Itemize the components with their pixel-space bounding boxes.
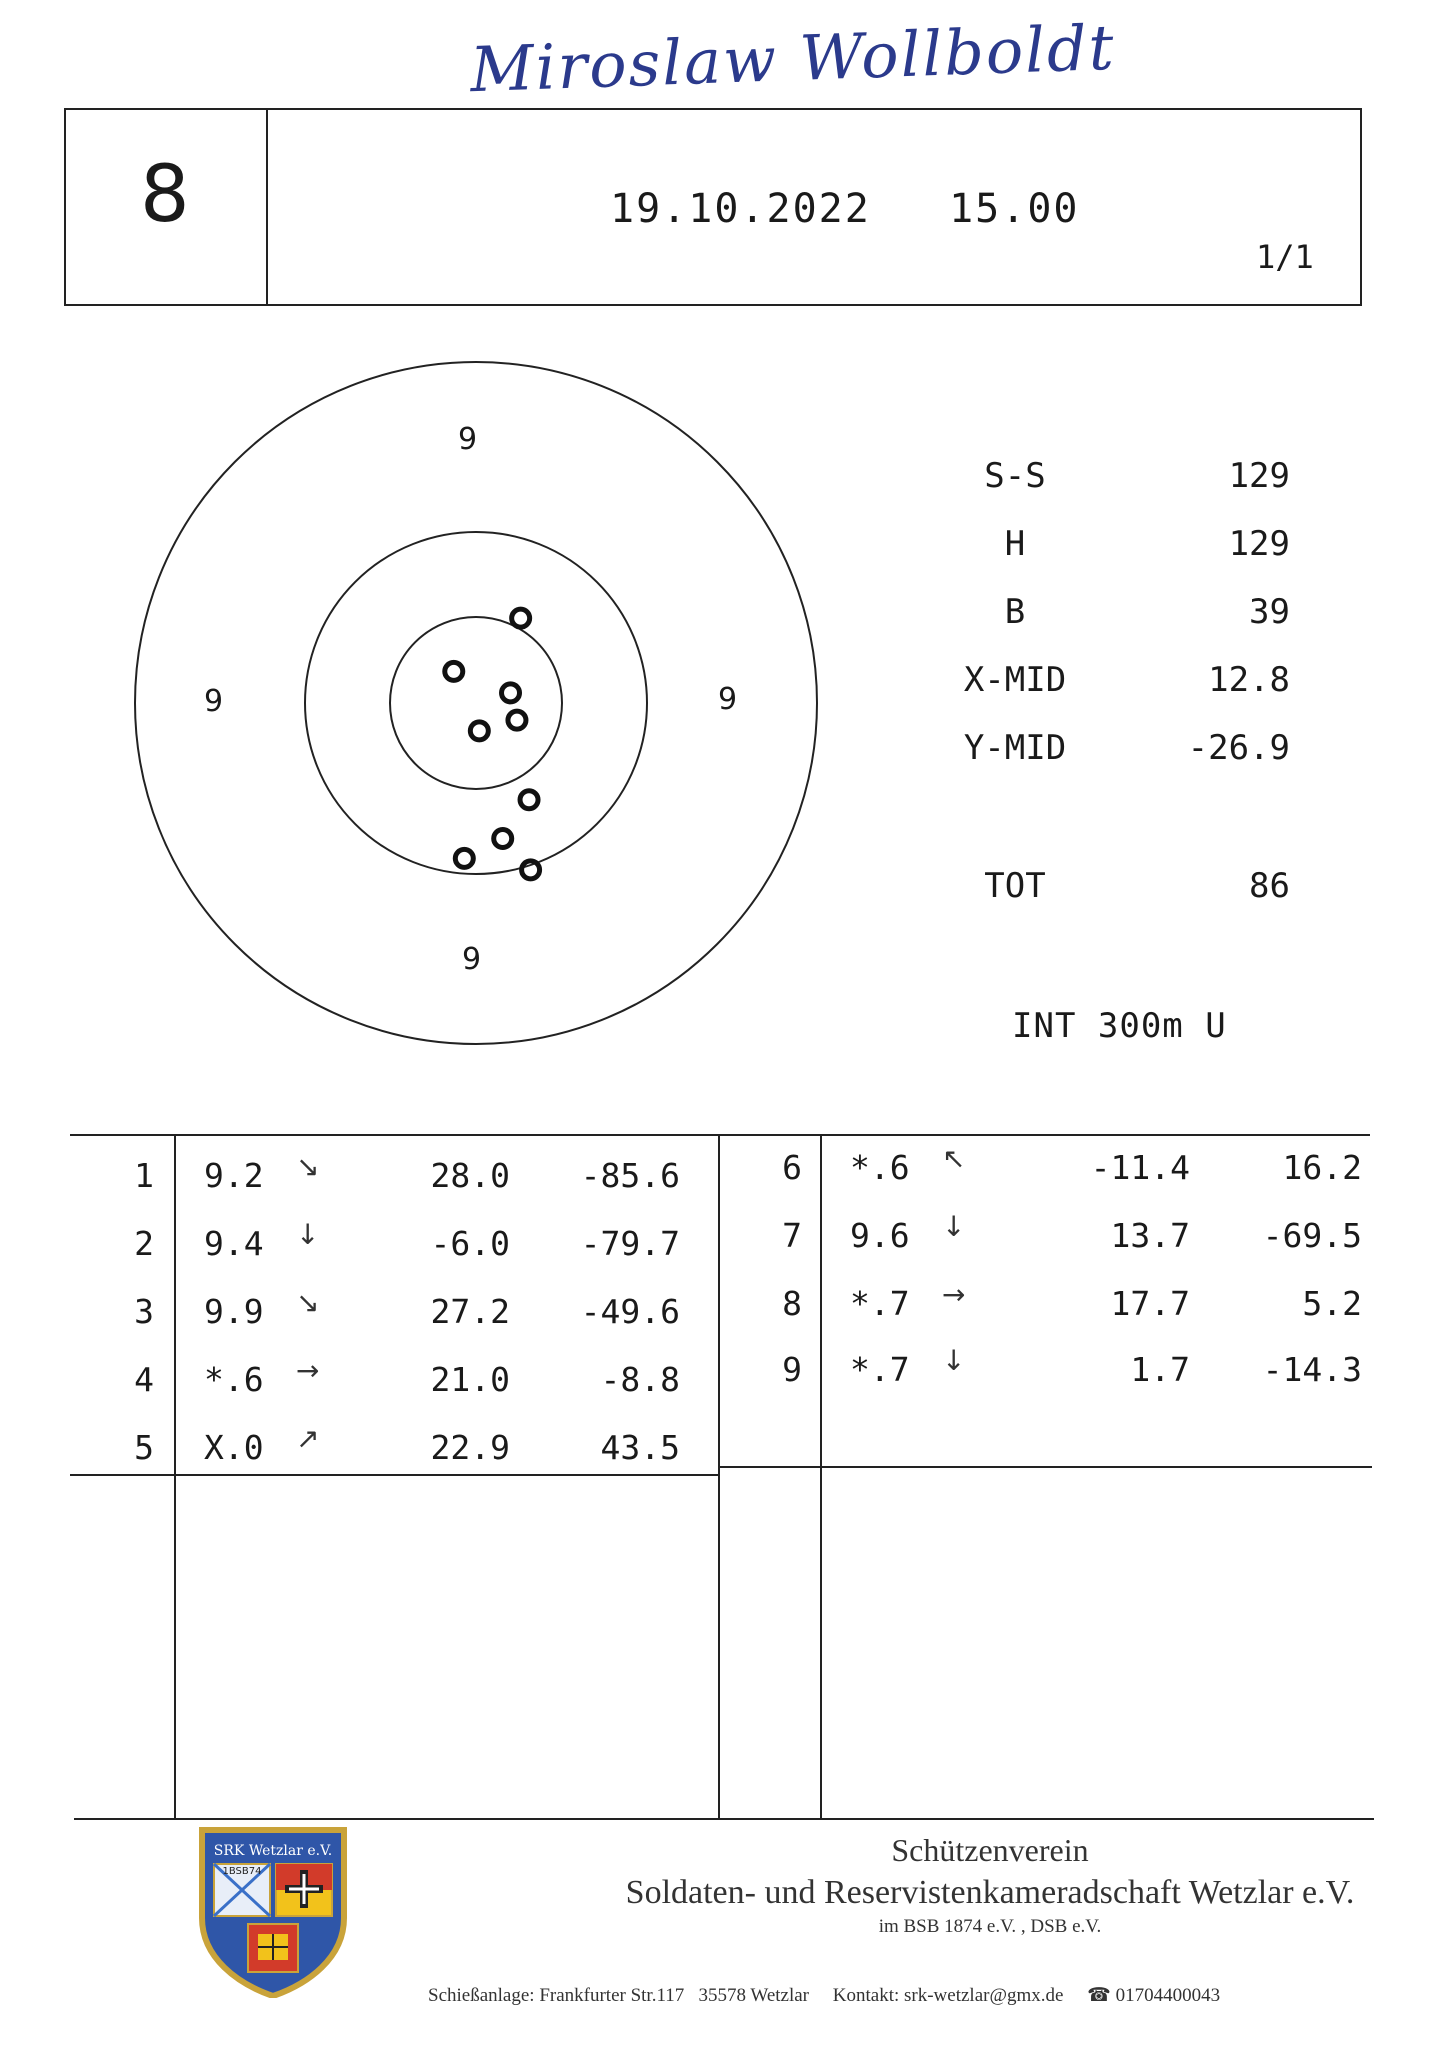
stat-value-ss: 129 xyxy=(1228,456,1290,496)
footer-association: im BSB 1874 e.V. , DSB e.V. xyxy=(878,1916,1102,1937)
shot-score: 9.9 xyxy=(204,1292,264,1331)
shot-x: 22.9 xyxy=(430,1428,510,1467)
shot-y: -49.6 xyxy=(580,1292,680,1331)
table-divider-3 xyxy=(820,1134,822,1819)
shot-score: *.7 xyxy=(850,1350,910,1389)
shot-marker-6 xyxy=(445,662,463,680)
stat-label-xmid: X-MID xyxy=(963,660,1067,700)
shot-number: 1 xyxy=(134,1156,154,1195)
shot-x: 17.7 xyxy=(1110,1284,1190,1323)
target-ring-middle xyxy=(305,532,647,874)
shot-score: 9.2 xyxy=(204,1156,264,1195)
stat-value-b: 39 xyxy=(1249,592,1290,632)
logo-text: SRK Wetzlar e.V. xyxy=(213,1843,333,1859)
shot-y: 5.2 xyxy=(1302,1284,1362,1323)
table-top-line xyxy=(70,1134,1370,1136)
logo-year: 1BSB74 xyxy=(222,1866,262,1877)
stat-label-h: H xyxy=(1004,524,1026,564)
shot-score: 9.6 xyxy=(850,1216,910,1255)
direction-arrow-icon: ↖ xyxy=(942,1142,966,1175)
stat-value-h: 129 xyxy=(1228,524,1290,564)
direction-arrow-icon: ↗ xyxy=(296,1422,320,1455)
target-ring-inner xyxy=(390,617,562,789)
shot-score: *.7 xyxy=(850,1284,910,1323)
shot-y: -69.5 xyxy=(1262,1216,1362,1255)
shot-x: 27.2 xyxy=(430,1292,510,1331)
footer-contact: Schießanlage: Frankfurter Str.117 35578 Wetzlar Kontakt: srk-wetzlar@gmx.de ☎ 01704400043 xyxy=(428,1985,1221,2006)
shot-score: 9.4 xyxy=(204,1224,264,1263)
shot-number: 5 xyxy=(134,1428,154,1467)
shot-number: 2 xyxy=(134,1224,154,1263)
shot-x: -11.4 xyxy=(1090,1148,1190,1187)
shot-number: 8 xyxy=(782,1284,802,1323)
lane-number: 8 xyxy=(140,150,190,240)
date-time: 19.10.2022 15.00 xyxy=(610,186,1080,232)
table-bottom-line xyxy=(74,1818,1374,1820)
stat-value-xmid: 12.8 xyxy=(1208,660,1290,700)
direction-arrow-icon: ↘ xyxy=(296,1150,320,1183)
ring-label-right: 9 xyxy=(718,682,738,717)
shot-x: 13.7 xyxy=(1110,1216,1190,1255)
shot-y: -85.6 xyxy=(580,1156,680,1195)
shot-x: -6.0 xyxy=(430,1224,510,1263)
stat-label-ss: S-S xyxy=(984,456,1046,496)
shot-marker-5 xyxy=(512,609,530,627)
shot-x: 28.0 xyxy=(430,1156,510,1195)
ring-label-top: 9 xyxy=(458,422,478,457)
shot-y: 16.2 xyxy=(1282,1148,1362,1187)
stat-label-ymid: Y-MID xyxy=(963,728,1067,768)
table-mid-line-right xyxy=(720,1466,1372,1468)
shot-score: X.0 xyxy=(204,1428,264,1467)
table-mid-line-left xyxy=(70,1474,720,1476)
direction-arrow-icon: ↓ xyxy=(942,1344,966,1377)
direction-arrow-icon: ↓ xyxy=(942,1210,966,1243)
shot-x: 21.0 xyxy=(430,1360,510,1399)
table-divider-2 xyxy=(718,1134,720,1819)
shot-marker-8 xyxy=(502,684,520,702)
shot-y: 43.5 xyxy=(600,1428,680,1467)
ring-label-bottom: 9 xyxy=(462,942,482,977)
shot-marker-1 xyxy=(522,861,540,879)
footer-club-title: Schützenverein xyxy=(891,1832,1089,1868)
shot-score: *.6 xyxy=(204,1360,264,1399)
direction-arrow-icon: → xyxy=(296,1354,320,1387)
direction-arrow-icon: ↘ xyxy=(296,1286,320,1319)
shot-number: 6 xyxy=(782,1148,802,1187)
page-count: 1/1 xyxy=(1256,238,1314,276)
shot-marker-4 xyxy=(508,711,526,729)
shot-marker-9 xyxy=(470,722,488,740)
shot-number: 7 xyxy=(782,1216,802,1255)
shot-number: 4 xyxy=(134,1360,154,1399)
footer-club-name: Soldaten- und Reservistenkameradschaft Wetzlar e.V. xyxy=(625,1874,1355,1911)
table-divider-1 xyxy=(174,1134,176,1819)
shot-markers xyxy=(445,609,540,879)
stat-value-tot: 86 xyxy=(1249,866,1290,906)
direction-arrow-icon: → xyxy=(942,1278,966,1311)
shot-marker-7 xyxy=(494,830,512,848)
stat-label-tot: TOT xyxy=(984,866,1046,906)
shot-score: *.6 xyxy=(850,1148,910,1187)
shot-marker-3 xyxy=(520,791,538,809)
shot-number: 3 xyxy=(134,1292,154,1331)
shot-y: -8.8 xyxy=(600,1360,680,1399)
club-logo xyxy=(196,1826,350,1998)
shot-number: 9 xyxy=(782,1350,802,1389)
shot-x: 1.7 xyxy=(1130,1350,1190,1389)
shot-marker-2 xyxy=(455,849,473,867)
handwritten-shooter-name: Miroslaw Wollboldt xyxy=(468,10,1117,107)
direction-arrow-icon: ↓ xyxy=(296,1218,320,1251)
shot-y: -79.7 xyxy=(580,1224,680,1263)
stat-value-ymid: -26.9 xyxy=(1187,728,1290,768)
discipline-mode: INT 300m U xyxy=(1012,1006,1227,1046)
shot-y: -14.3 xyxy=(1262,1350,1362,1389)
ring-label-left: 9 xyxy=(204,684,224,719)
stat-label-b: B xyxy=(1004,592,1026,632)
